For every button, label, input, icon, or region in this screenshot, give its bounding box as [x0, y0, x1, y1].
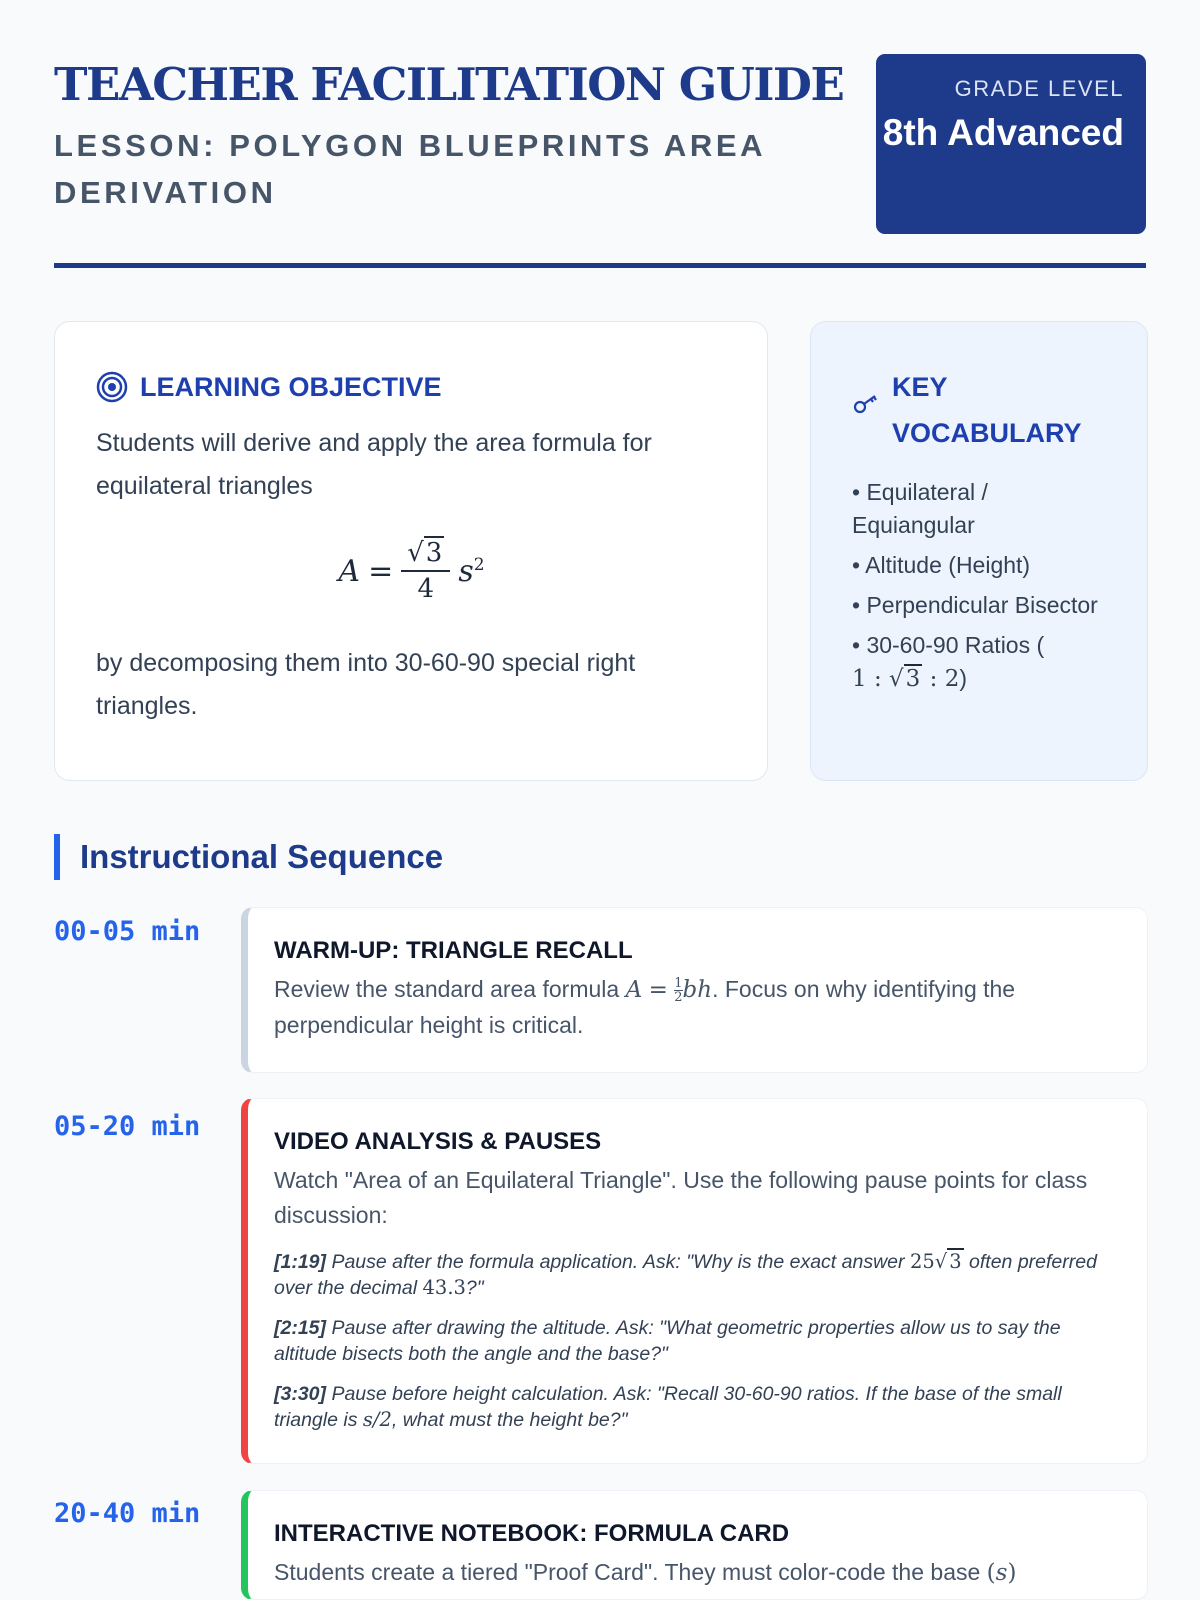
- step-description: Students create a tiered "Proof Card". They must color-code the base (s): [274, 1559, 1017, 1586]
- page-title: TEACHER FACILITATION GUIDE: [54, 58, 844, 111]
- pause-point: [1:19] Pause after the formula application. Ask: "Why is the exact answer 25√ 3 often preferred over the decimal 43.3?": [274, 1250, 1097, 1299]
- lesson-subtitle: LESSON: POLYGON BLUEPRINTS AREA DERIVATION: [54, 128, 765, 210]
- objective-title: LEARNING OBJECTIVE: [140, 372, 442, 402]
- vocab-item: • Perpendicular Bisector: [852, 592, 1098, 618]
- pause-point: [2:15] Pause after drawing the altitude. Ask: "What geometric properties allow us to say the altitude bisects both the angle and the base?": [274, 1317, 1061, 1365]
- step-title: VIDEO ANALYSIS & PAUSES: [274, 1128, 602, 1155]
- ratio-expression: 1 : √3 : 2: [852, 666, 960, 692]
- vocabulary-title: KEY VOCABULARY: [892, 372, 1082, 448]
- step-card-video: [241, 1098, 1148, 1464]
- formula-variable: s: [458, 553, 474, 589]
- step-time: 05-20 min: [54, 1111, 201, 1142]
- step-time: 20-40 min: [54, 1498, 201, 1529]
- step-description: Review the standard area formula A = $\frac{1}{2}$ bh. Focus on why identifying the perpendicular height is critical.: [274, 976, 1016, 1038]
- objective-text-before: Students will derive and apply the area formula for equilateral triangles: [96, 429, 652, 500]
- step-title: WARM-UP: TRIANGLE RECALL: [274, 937, 633, 964]
- pause-point: [3:30] Pause before height calculation. Ask: "Recall 30-60-90 ratios. If the base of the small triangle is s/2, what must the height be?": [274, 1383, 1062, 1431]
- key-icon: [852, 388, 880, 416]
- formula-lhs: A: [338, 553, 361, 589]
- vocab-item: • Equilateral / Equiangular: [852, 479, 988, 538]
- guide-header: [54, 0, 1146, 268]
- grade-label: GRADE LEVEL: [954, 76, 1124, 101]
- instructional-sequence-title: Instructional Sequence: [54, 834, 443, 880]
- vocab-item-ratios: • 30-60-90 Ratios ( 1 : √3 : 2): [852, 632, 1045, 692]
- grade-level-badge: [876, 54, 1146, 234]
- formula-radicand: 3: [425, 538, 443, 568]
- learning-objective-card: [54, 321, 768, 781]
- vocab-item: • Altitude (Height): [852, 552, 1031, 578]
- step-card-warmup: [241, 907, 1148, 1073]
- area-formula: [96, 508, 727, 634]
- key-vocabulary-card: [810, 321, 1148, 781]
- step-description: Watch "Area of an Equilateral Triangle". Use the following pause points for class discussion:: [274, 1167, 1088, 1228]
- vocabulary-list: [852, 476, 1117, 696]
- formula-fraction: $\frac{√3}{4}$: [401, 538, 450, 604]
- formula-equals: =: [368, 553, 394, 589]
- step-time: 00-05 min: [54, 916, 201, 947]
- grade-value: 8th Advanced: [882, 112, 1124, 153]
- pause-points: [274, 1249, 1117, 1433]
- formula-denominator: 4: [417, 574, 435, 604]
- objective-text-after: by decomposing them into 30-60-90 special right triangles.: [96, 649, 636, 720]
- step-title: INTERACTIVE NOTEBOOK: FORMULA CARD: [274, 1520, 790, 1547]
- target-icon: [96, 371, 128, 403]
- formula-exponent: 2: [473, 554, 485, 575]
- step-card-notebook: [241, 1490, 1148, 1600]
